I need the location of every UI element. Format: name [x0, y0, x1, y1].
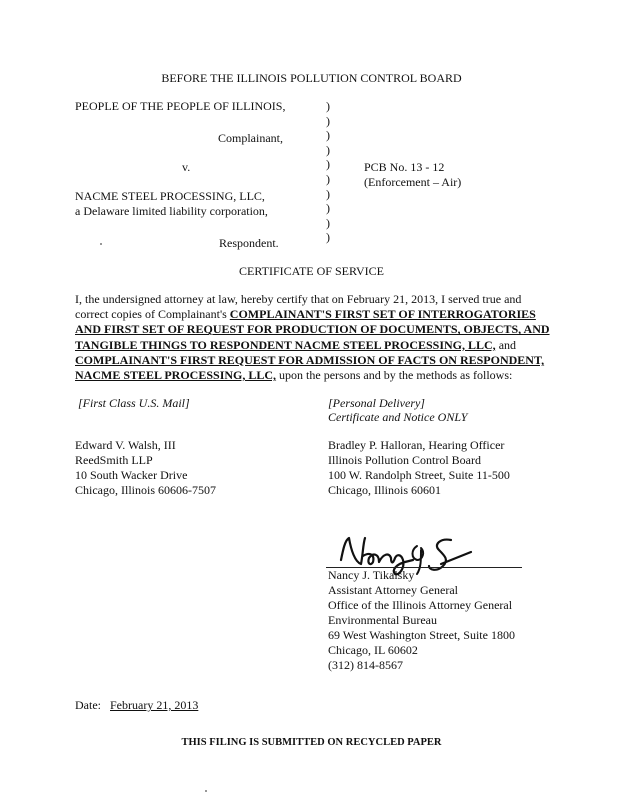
paren: ) [326, 157, 330, 172]
recipient-address-halloran [328, 438, 510, 498]
address-line: Illinois Pollution Control Board [328, 453, 482, 467]
address-line: 100 W. Randolph Street, Suite 11-500 [328, 468, 510, 482]
service-method-notice: Certificate and Notice ONLY [328, 410, 468, 424]
paren: ) [326, 113, 330, 128]
scan-speck [205, 790, 207, 792]
address-line: Chicago, Illinois 60601 [328, 483, 441, 497]
address-line: ReedSmith LLP [75, 453, 153, 467]
paren: ) [326, 171, 330, 186]
signatory-line: (312) 814-8567 [328, 658, 403, 672]
body-intro: I, the undersigned attorney at law, hereby certify that on February 21, 2013, I served true and correct copies of Complainant's [75, 292, 522, 322]
paren: ) [326, 201, 330, 216]
signatory-line: Chicago, IL 60602 [328, 643, 418, 657]
service-method-mail: [First Class U.S. Mail] [78, 396, 190, 410]
caption-case-type: (Enforcement – Air) [364, 175, 462, 189]
certificate-body [75, 292, 555, 383]
body-and: and [495, 337, 517, 352]
paren: ) [326, 230, 330, 245]
caption-versus: v. [182, 160, 191, 174]
document-title-admission: COMPLAINANT'S FIRST REQUEST FOR ADMISSION OF FACTS ON RESPONDENT, NACME STEEL PROCESSING, LLC, [75, 352, 545, 383]
paren: ) [326, 99, 330, 113]
service-method-personal: [Personal Delivery] [328, 396, 425, 410]
body-outro: upon the persons and by the methods as follows: [276, 368, 513, 383]
caption-pcb-number: PCB No. 13 - 12 [364, 160, 445, 174]
scan-speck [100, 243, 102, 245]
recipient-address-walsh [75, 438, 216, 498]
recycled-paper-notice: THIS FILING IS SUBMITTED ON RECYCLED PAPER [181, 737, 442, 748]
document-title-interrogatories: COMPLAINANT'S FIRST SET OF INTERROGATORIES AND FIRST SET OF REQUEST FOR PRODUCTION OF DOCUMENTS, OBJECTS, AND TANGIBLE THINGS TO RESPONDENT NACME STEEL PROCESSING, LLC, [75, 307, 550, 352]
paren: ) [326, 142, 330, 157]
signatory-line: Environmental Bureau [328, 613, 437, 627]
certificate-title: CERTIFICATE OF SERVICE [239, 264, 384, 278]
caption-respondent-label: Respondent. [219, 236, 279, 250]
paren: ) [326, 186, 330, 201]
caption-party-description: a Delaware limited liability corporation, [75, 204, 268, 218]
paren: ) [326, 215, 330, 230]
date-value: February 21, 2013 [110, 698, 199, 712]
address-line: Chicago, Illinois 60606-7507 [75, 483, 216, 497]
address-line: Edward V. Walsh, III [75, 438, 176, 452]
address-line: Bradley P. Halloran, Hearing Officer [328, 438, 505, 452]
paren: ) [326, 128, 330, 143]
caption-party-nacme: NACME STEEL PROCESSING, LLC, [75, 189, 265, 203]
date-label: Date: [75, 698, 101, 712]
document-heading: BEFORE THE ILLINOIS POLLUTION CONTROL BOARD [161, 71, 462, 85]
signatory-line: Office of the Illinois Attorney General [328, 598, 513, 612]
signatory-line: 69 West Washington Street, Suite 1800 [328, 628, 515, 642]
address-line: 10 South Wacker Drive [75, 468, 188, 482]
caption-complainant-label: Complainant, [218, 131, 283, 145]
signatory-name: Nancy J. Tikalsky [328, 568, 415, 582]
signatory-line: Assistant Attorney General [328, 583, 458, 597]
caption-paren-column [326, 99, 330, 245]
caption-party-people: PEOPLE OF THE PEOPLE OF ILLINOIS, [75, 99, 286, 113]
signatory-block [328, 568, 515, 673]
